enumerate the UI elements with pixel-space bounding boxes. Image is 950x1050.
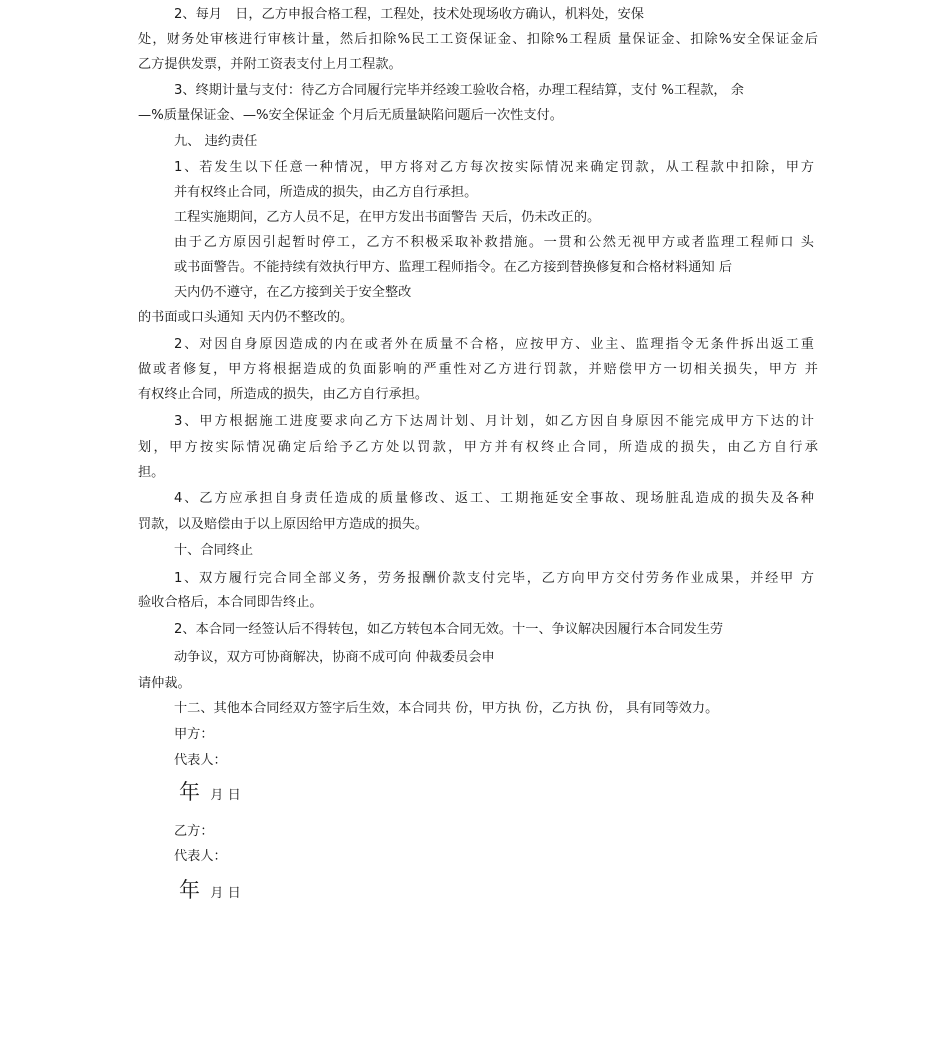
paragraph-line: 3、甲方根据施工进度要求向乙方下达周计划、月计划，如乙方因自身原因不能完成甲方下达的计 [174, 414, 814, 429]
paragraph-line: 天内仍不遵守，在乙方接到关于安全整改 [174, 285, 412, 300]
paragraph-line: 由于乙方原因引起暂时停工，乙方不积极采取补救措施。一贯和公然无视甲方或者监理工程师口 头 [174, 235, 814, 250]
paragraph-line: 1、双方履行完合同全部义务，劳务报酬价款支付完毕，乙方向甲方交付劳务作业成果，并经甲 方 [174, 571, 814, 586]
party-a-representative-label: 代表人： [174, 753, 227, 768]
year-label: 年 [179, 780, 200, 804]
paragraph-line: 做或者修复，甲方将根据造成的负面影响的严重性对乙方进行罚款，并赔偿甲方一切相关损失，甲方 并 [138, 362, 818, 377]
party-b-representative-label: 代表人： [174, 849, 227, 864]
paragraph-line: 4、乙方应承担自身责任造成的质量修改、返工、工期拖延安全事故、现场脏乱造成的损失及各种 [174, 491, 814, 506]
paragraph-line: 请仲裁。 [138, 676, 191, 691]
month-day-label: 月 日 [210, 886, 241, 901]
paragraph-line: —%质量保证金、—%安全保证金 个月后无质量缺陷问题后一次性支付。 [138, 108, 563, 123]
paragraph-line: 验收合格后，本合同即告终止。 [138, 595, 323, 610]
party-a-label: 甲方： [174, 727, 214, 742]
paragraph-line: 2、本合同一经签认后不得转包，如乙方转包本合同无效。十一、争议解决因履行本合同发生劳 [174, 622, 724, 637]
paragraph-line: 1、若发生以下任意一种情况，甲方将对乙方每次按实际情况来确定罚款，从工程款中扣除，甲方 [174, 160, 814, 175]
party-b-label: 乙方： [174, 824, 214, 839]
paragraph-line: 2、对因自身原因造成的内在或者外在质量不合格，应按甲方、业主、监理指令无条件拆出返工重 [174, 337, 814, 352]
month-day-label: 月 日 [210, 788, 241, 803]
paragraph-line: 担。 [138, 465, 165, 480]
paragraph-line: 十二、其他本合同经双方签字后生效，本合同共 份，甲方执 份，乙方执 份， 具有同等效力。 [174, 701, 719, 716]
year-label: 年 [179, 878, 200, 902]
paragraph-line: 3、终期计量与支付：待乙方合同履行完毕并经竣工验收合格，办理工程结算，支付 %工程款， 余 [174, 83, 744, 98]
party-a-date [179, 779, 379, 809]
paragraph-line: 并有权终止合同，所造成的损失，由乙方自行承担。 [174, 185, 478, 200]
paragraph-line: 动争议，双方可协商解决，协商不成可向 仲裁委员会申 [174, 650, 495, 665]
paragraph-line: 划，甲方按实际情况确定后给予乙方处以罚款，甲方并有权终止合同，所造成的损失，由乙方自行承 [138, 440, 818, 455]
paragraph-line: 2、每月 日，乙方申报合格工程，工程处，技术处现场收方确认，机料处，安保 [174, 7, 644, 22]
paragraph-line: 工程实施期间，乙方人员不足，在甲方发出书面警告 天后，仍未改正的。 [174, 210, 601, 225]
paragraph-line: 有权终止合同，所造成的损失，由乙方自行承担。 [138, 387, 429, 402]
section-heading: 九、 违约责任 [174, 134, 258, 149]
paragraph-line: 罚款，以及赔偿由于以上原因给甲方造成的损失。 [138, 517, 429, 532]
paragraph-line: 或书面警告。不能持续有效执行甲方、监理工程师指令。在乙方接到替换修复和合格材料通知 后 [174, 260, 733, 275]
paragraph-line: 处，财务处审核进行审核计量，然后扣除%民工工资保证金、扣除%工程质 量保证金、扣除%安全保证金后 [138, 32, 818, 47]
party-b-date [179, 877, 379, 907]
section-heading: 十、合同终止 [174, 543, 254, 558]
paragraph-line: 的书面或口头通知 天内仍不整改的。 [138, 310, 354, 325]
paragraph-line: 乙方提供发票，并附工资表支付上月工程款。 [138, 57, 402, 72]
